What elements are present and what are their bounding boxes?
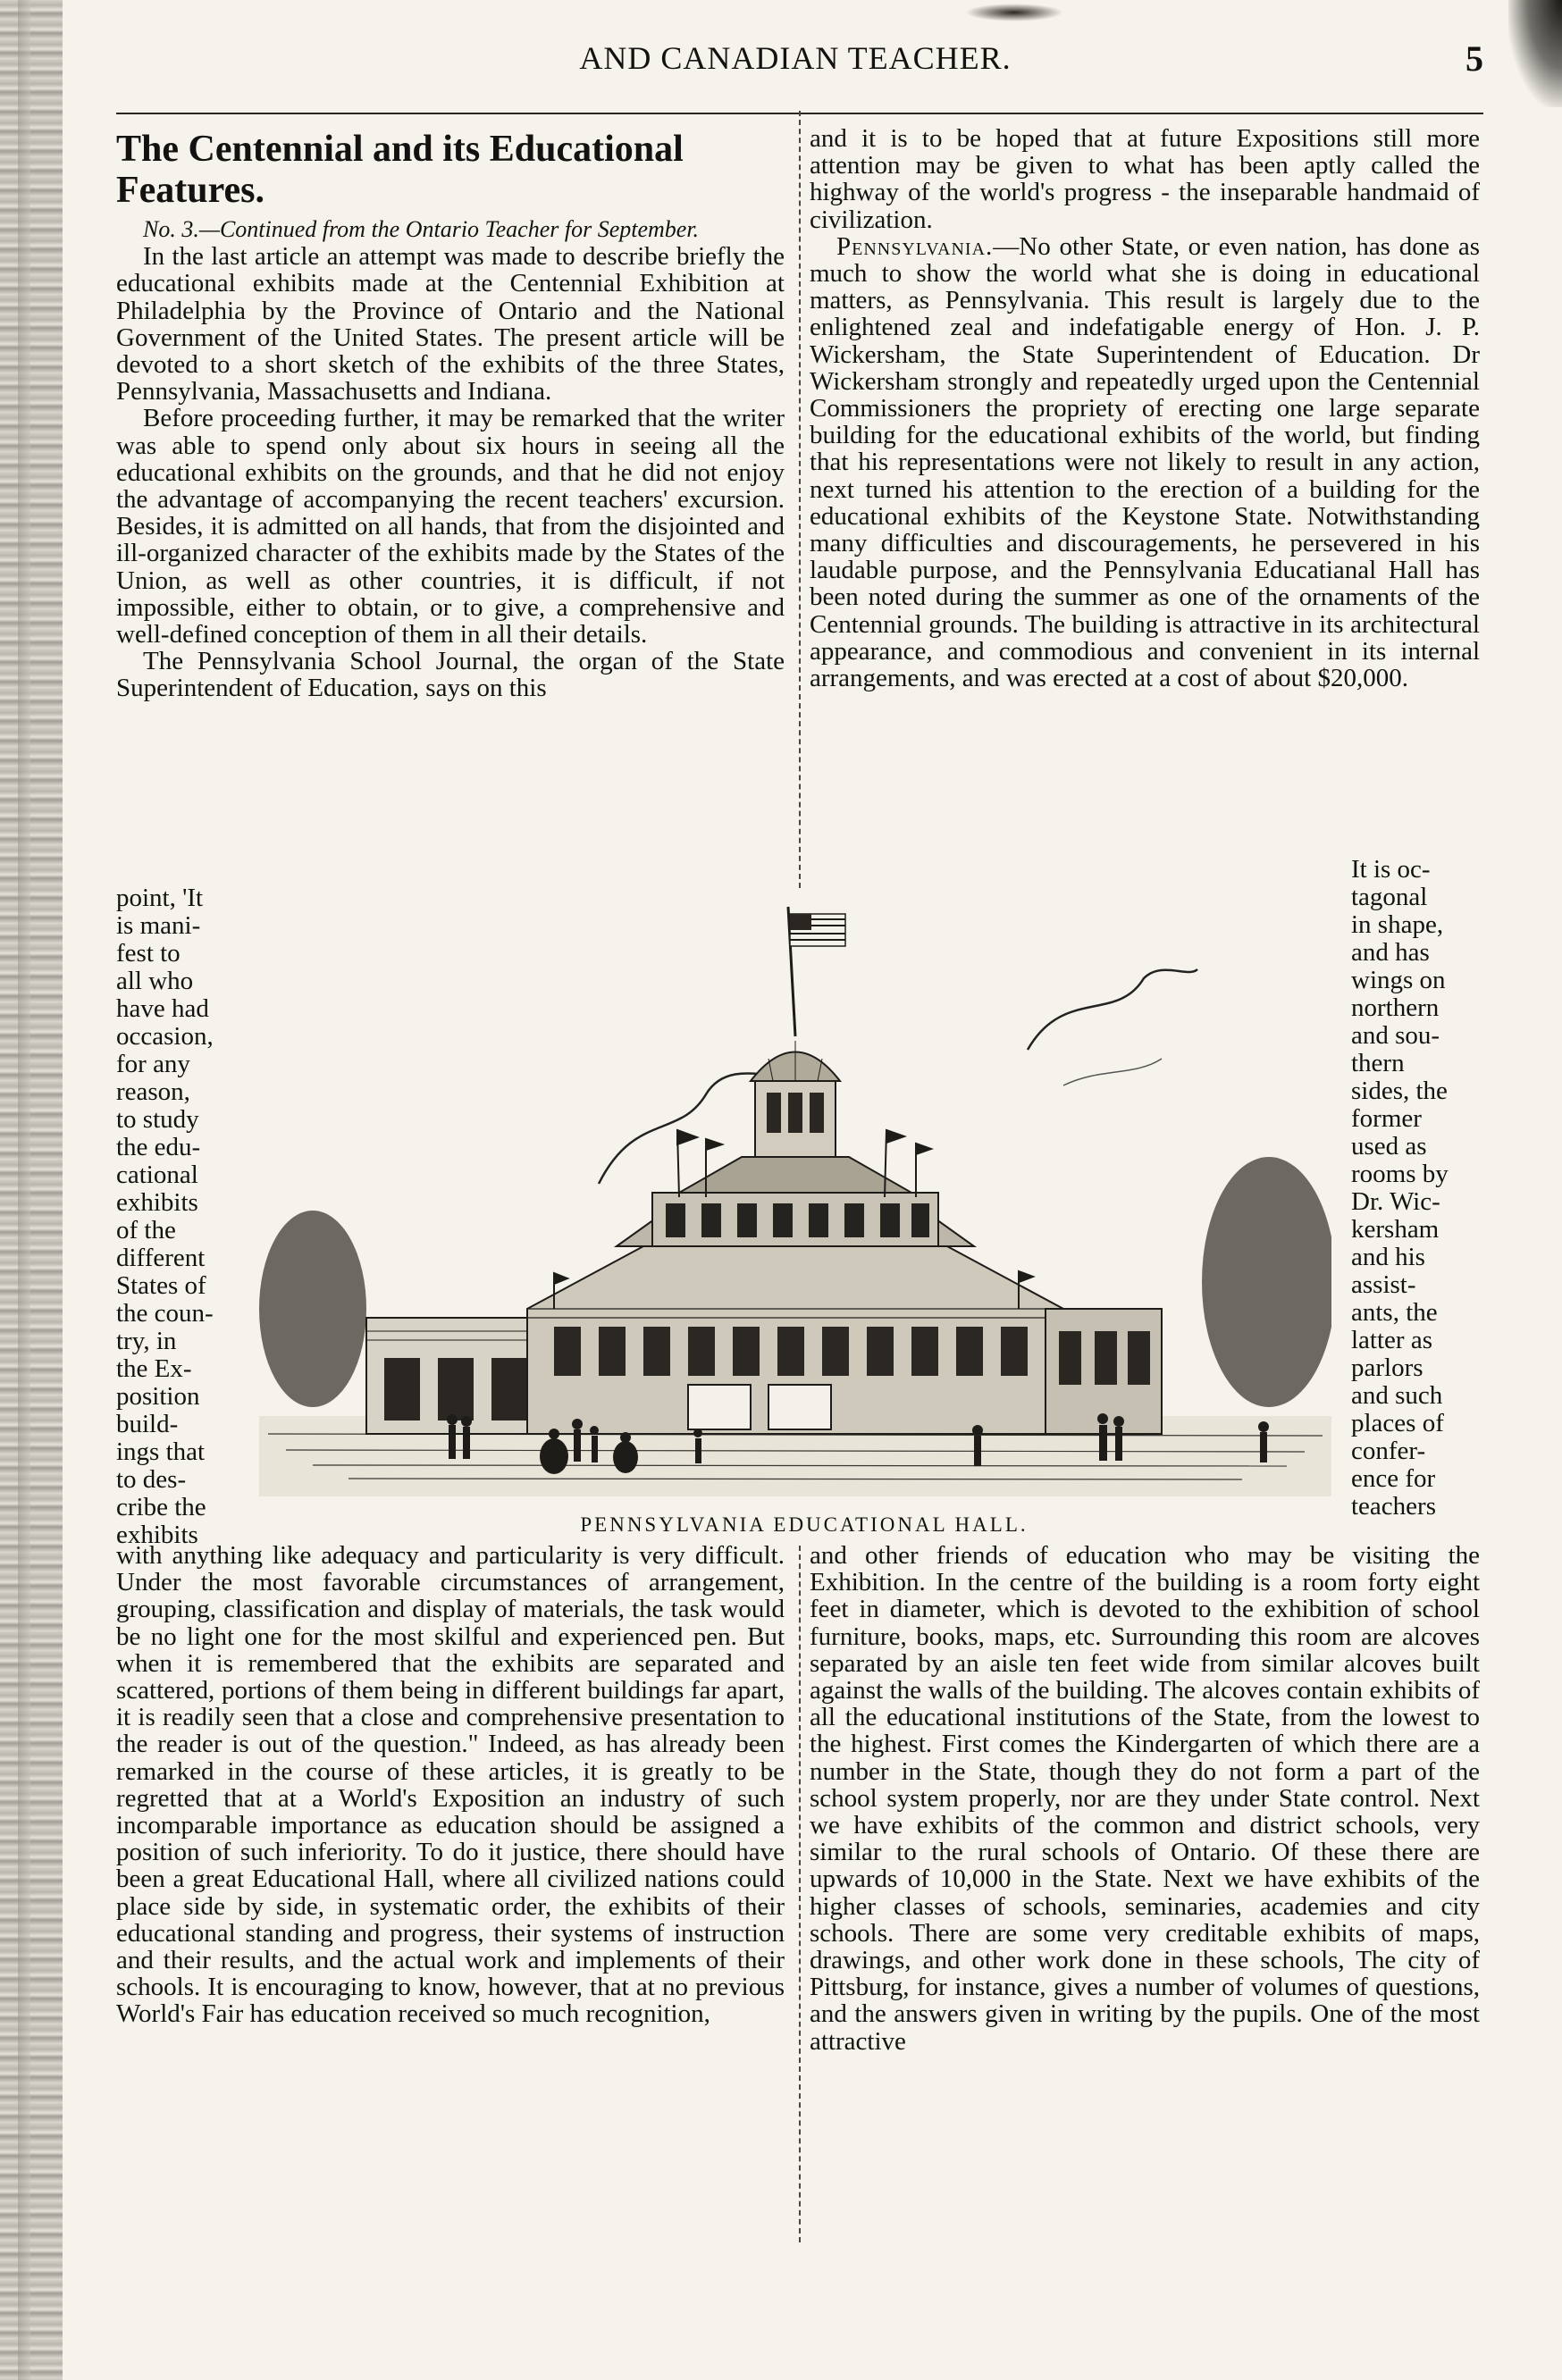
right-narrow-column [1351, 856, 1482, 1521]
text-line: northern [1351, 994, 1440, 1022]
paragraph-text: —No other State, or even nation, has done as much to show the world what she is doing in educational matters, as Pennsylvania. This result is largely due to the enlightened zeal and indefatigable energy of Hon. J. P. Wickersham, the State Superintendent of Education. Dr Wickersham strongly and repeatedly urged upon the Centennial Commissioners the propriety of erecting one large separate building for the educational exhibits of the world, but finding that his representations were not likely to result in any action, next turned his attention to the erection of a building for the educational exhibits of the Keystone State. Notwithstanding many difficulties and discouragements, he persevered in his laudable purpose, and the Pennsylvania Educatianal Hall has been noted during the summer as one of the ornaments of the Centennial grounds. The building is attractive in its architectural appearance, and commodious and convenient in its internal arrangements, and was erected at a cost of about $20,000. [810, 231, 1480, 693]
text-line: for any [116, 1051, 190, 1078]
paragraph: The Pennsylvania School Journal, the organ of the State Superintendent of Education, says on this [116, 647, 785, 703]
paragraph: In the last article an attempt was made to describe briefly the educational exhibits made at the Centennial Exhibition at Philadelphia by the Province of Ontario and the National Government of the United States. The present article will be devoted to a short sketch of the exhibits of the three States, Pennsylvania, Massachusetts and Indiana. [116, 242, 785, 406]
text-line: latter as [1351, 1327, 1432, 1354]
column-divider-lower [799, 1546, 801, 2242]
text-line: and sou- [1351, 1022, 1440, 1050]
text-line: exhibits [116, 1521, 198, 1549]
column-divider-upper [799, 111, 801, 888]
text-line: It is oc- [1351, 856, 1431, 884]
article-subhead: No. 3.—Continued from the Ontario Teacher for September. [143, 216, 700, 242]
running-head: AND CANADIAN TEACHER. [579, 40, 1012, 76]
text-line: reason, [116, 1078, 190, 1106]
paragraph: and other friends of education who may be visiting the Exhibition. In the centre of the building is a room forty eight feet in diameter, which is devoted to the exhibition of school furniture, books, maps, etc. Surrounding this room are alcoves separated by an aisle ten feet wide from similar alcoves built against the walls of the building. The alcoves contain exhibits of all the educational institutions of the State, from the lowest to the highest. First comes the Kindergarten of which there are a number in the State, though they do not form a part of the school system properly, nor are they under State control. Next we have exhibits of the common and district schools, very similar to the rural schools of Ontario. Of these there are upwards of 10,000 in the State. Next we have exhibits of the higher classes of schools, seminaries, academies and city schools. There are some very creditable exhibits of maps, drawings, and other work done in these schools, The city of Pittsburg, for instance, gives a number of volumes of questions, and the answers given in writing by the pupils. One of the most attractive [810, 1541, 1480, 2056]
figure-caption: PENNSYLVANIA EDUCATIONAL HALL. [580, 1513, 1029, 1536]
text-line: ence for [1351, 1465, 1436, 1493]
text-line: used as [1351, 1133, 1427, 1161]
text-line: all who [116, 968, 194, 995]
paragraph [810, 233, 1480, 691]
text-line: confer- [1351, 1437, 1426, 1465]
text-line: States of [116, 1272, 206, 1300]
text-line: Dr. Wic- [1351, 1188, 1440, 1216]
text-line: the Ex- [116, 1355, 192, 1383]
engraving-pennsylvania-educational-hall [259, 889, 1331, 1514]
text-line: the edu- [116, 1134, 201, 1161]
text-line: places of [1351, 1410, 1444, 1437]
article-title-line-1: The Centennial and its Educational [116, 129, 684, 170]
page-number: 5 [1465, 38, 1483, 79]
paragraph: with anything like adequacy and particularity is very difficult. Under the most favorable circumstances of arrangement, grouping, classification and display of materials, the task would be no light one for the most skilful and experienced pen. But when it is remembered that the exhibits are separated and scattered, portions of them being in different buildings far apart, it is readily seen that a close and comprehensive presentation to the reader is out of the question." Indeed, as has already been remarked in the course of these articles, it is greatly to be regretted that at a World's Exposition an industry of such incomparable importance as education should be assigned a position of such inferiority. To do it justice, there should have been a great Educational Hall, where all civilized nations could place side by side, in systematic order, the exhibits of their educational standing and progress, their systems of instruction and their results, and the actual work and implements of their schools. It is encouraging to know, however, that at no previous World's Fair has education received so much recognition, [116, 1541, 785, 2029]
text-line: former [1351, 1105, 1422, 1133]
left-narrow-column [116, 884, 243, 1549]
text-line: point, 'It [116, 884, 204, 912]
text-line: to des- [116, 1466, 187, 1494]
paragraph: and it is to be hoped that at future Expositions still more attention may be given to what has been aptly called the highway of the world's progress - the inseparable handmaid of civilization. [810, 124, 1480, 234]
left-column-top [116, 125, 785, 702]
text-line: build- [116, 1411, 179, 1438]
scan-smudge [965, 4, 1063, 21]
text-line: parlors [1351, 1354, 1423, 1382]
text-line: and such [1351, 1382, 1443, 1410]
scan-binding-edge [0, 0, 63, 2380]
text-line: fest to [116, 940, 181, 968]
text-line: and his [1351, 1244, 1425, 1271]
text-line: cribe the [116, 1494, 206, 1521]
paragraph: Before proceeding further, it may be remarked that the writer was able to spend only about six hours in seeing all the educational exhibits on the grounds, and that he did not enjoy the advantage of accompanying the recent teachers' excursion. Besides, it is admitted on all hands, that from the disjointed and ill-organized character of the exhibits made by the States of the Union, as well as other countries, it is difficult, if not impossible, either to obtain, or to give, a comprehensive and well-defined conception of them in all their details. [116, 404, 785, 649]
text-line: the coun- [116, 1300, 214, 1328]
right-column-top [810, 125, 1480, 691]
text-line: try, in [116, 1328, 177, 1355]
text-line: thern [1351, 1050, 1405, 1077]
text-line: of the [116, 1217, 176, 1244]
text-line: position [116, 1383, 200, 1411]
article-title-line-2: Features. [116, 170, 265, 211]
text-line: and has [1351, 939, 1430, 967]
article-title [116, 129, 785, 211]
text-line: exhibits [116, 1189, 198, 1217]
page-corner-shadow [1508, 0, 1562, 107]
text-line: to study [116, 1106, 199, 1134]
text-line: different [116, 1244, 206, 1272]
text-line: wings on [1351, 967, 1446, 994]
text-line: tagonal [1351, 884, 1428, 911]
text-line: kersham [1351, 1216, 1440, 1244]
text-line: rooms by [1351, 1161, 1449, 1188]
section-lead: Pennsylvania. [836, 231, 994, 261]
text-line: occasion, [116, 1023, 214, 1051]
text-line: is mani- [116, 912, 201, 940]
text-line: cational [116, 1161, 198, 1189]
text-line: teachers [1351, 1493, 1436, 1521]
left-column-bottom [116, 1542, 785, 2028]
right-column-bottom [810, 1542, 1480, 2055]
text-line: ants, the [1351, 1299, 1438, 1327]
text-line: in shape, [1351, 911, 1444, 939]
text-line: have had [116, 995, 209, 1023]
text-line: assist- [1351, 1271, 1416, 1299]
text-line: sides, the [1351, 1077, 1448, 1105]
text-line: ings that [116, 1438, 206, 1466]
